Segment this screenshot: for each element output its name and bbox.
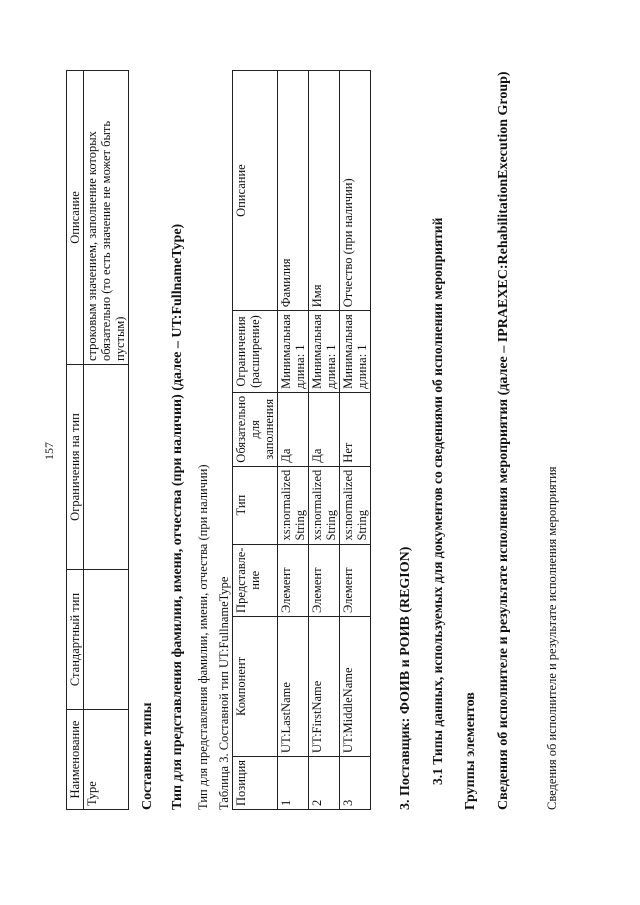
table-header-row: [233, 71, 278, 810]
header-representation: Представле-ние: [233, 544, 278, 616]
header-type: Тип: [233, 466, 278, 544]
header-description: Описание: [67, 71, 84, 365]
heading-data-types: 3.1 Типы данных, используемых для документов со сведениями об исполнении мероприятий: [430, 217, 445, 785]
cell-type: xs:normalized String: [340, 466, 371, 544]
cell-restrictions: Минимальная длина: 1: [309, 311, 340, 393]
table-header-row: [67, 71, 84, 810]
cell-position: 1: [278, 756, 309, 809]
cell-type: xs:normalized String: [278, 466, 309, 544]
cell-representation: Элемент: [309, 544, 340, 616]
cell-type: xs:normalized String: [309, 466, 340, 544]
cell-restrictions: Минимальная длина: 1: [278, 311, 309, 393]
cell-description: Отчество (при наличии): [340, 71, 371, 311]
paragraph-fullname-type: Тип для представления фамилии, имени, отчества (при наличии): [196, 464, 210, 810]
cell-representation: Элемент: [340, 544, 371, 616]
header-restrictions: Ограничения на тип: [67, 365, 84, 570]
header-description: Описание: [233, 71, 278, 311]
cell-required: Да: [278, 392, 309, 466]
paragraph-rehabilitation-group: Сведения об исполнителе и результате исполнения мероприятия: [545, 466, 559, 810]
cell-required: Да: [309, 392, 340, 466]
type-restrictions-table: [66, 70, 129, 810]
table-row: [84, 71, 129, 810]
cell-component: UT:FirstName: [309, 616, 340, 756]
header-required: Обязательно для заполнения: [233, 392, 278, 466]
heading-element-groups: Группы элементов: [463, 692, 478, 810]
heading-composite-types: Составные типы: [140, 702, 155, 810]
heading-fullname-type: Тип для представления фамилии, имени, отчества (при наличии) (далее – UT:FullnameType): [170, 223, 185, 810]
cell-description: Имя: [309, 71, 340, 311]
header-std-type: Стандартный тип: [67, 570, 84, 710]
table-row: [309, 71, 340, 810]
cell-description: строковым значением, заполнение которых обязательно (то есть значение не может быть пустым): [84, 71, 129, 365]
cell-name: Type: [84, 710, 129, 810]
header-restrictions: Ограничения (расширение): [233, 311, 278, 393]
cell-component: UT:LastName: [278, 616, 309, 756]
cell-position: 2: [309, 756, 340, 809]
cell-representation: Элемент: [278, 544, 309, 616]
header-name: Наименование: [67, 710, 84, 810]
cell-restrictions: [84, 365, 129, 570]
header-component: Компонент: [233, 616, 278, 756]
cell-required: Нет: [340, 392, 371, 466]
cell-std-type: [84, 570, 129, 710]
cell-component: UT:MiddleName: [340, 616, 371, 756]
page-number: 157: [42, 442, 56, 460]
cell-position: 3: [340, 756, 371, 809]
table-row: [340, 71, 371, 810]
heading-supplier: 3. Поставщик: ФОИВ и РОИВ (REGION): [398, 546, 413, 810]
table-row: [278, 71, 309, 810]
cell-description: Фамилия: [278, 71, 309, 311]
header-position: Позиция: [233, 756, 278, 809]
table-caption: Таблица 3. Составной тип UT:FullnameType: [217, 576, 231, 810]
cell-restrictions: Минимальная длина: 1: [340, 311, 371, 393]
fullname-type-table: [232, 70, 371, 810]
heading-rehabilitation-group: Сведения об исполнителе и результате исполнения мероприятия (далее – IPRAEXEC:RehabilitationExecution Group): [496, 71, 511, 810]
